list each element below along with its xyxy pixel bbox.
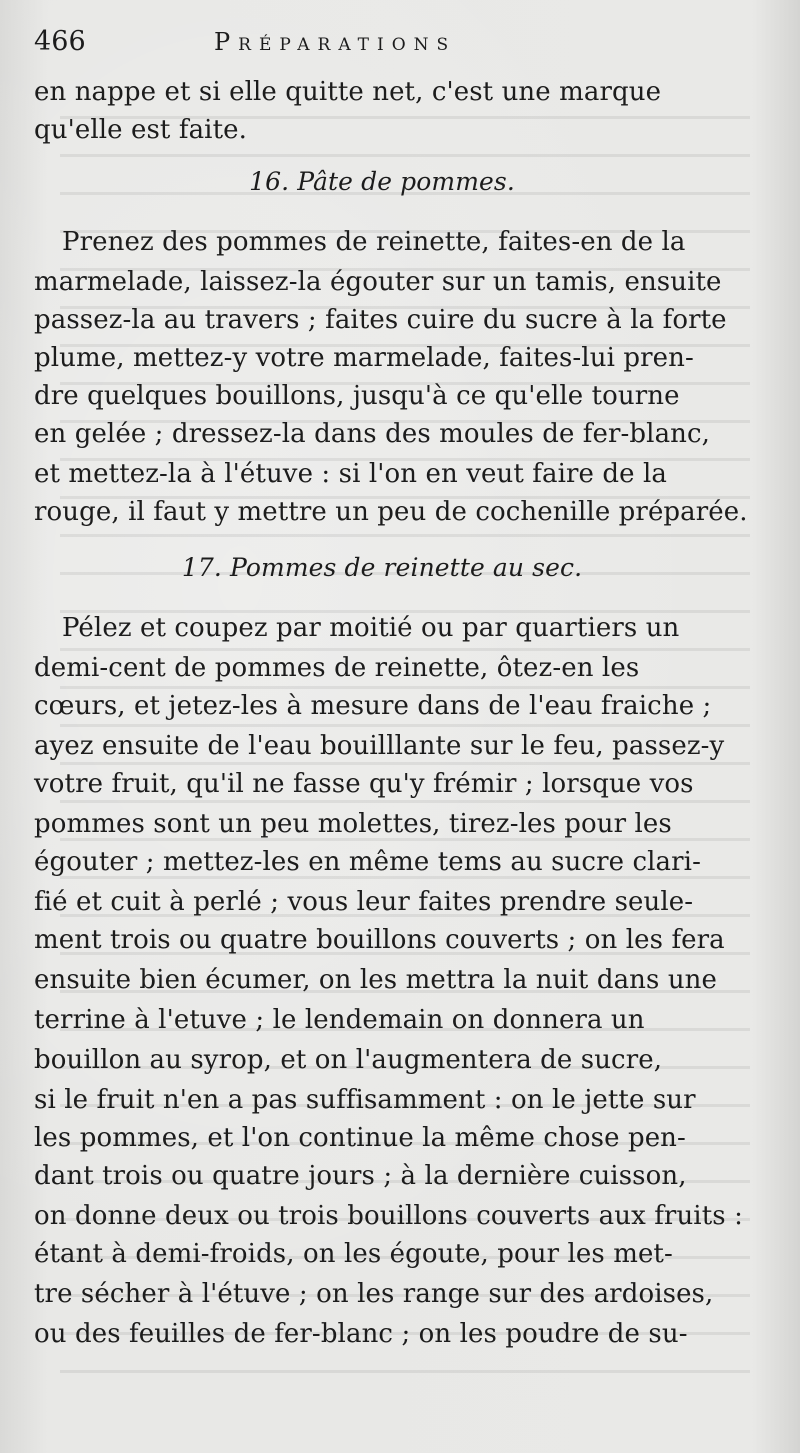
text-line: marmelade, laissez-la égouter sur un tamis, ensuite: [34, 267, 722, 297]
text-line: Prenez des pommes de reinette, faites-en de la: [62, 227, 686, 257]
text-line: terrine à l'etuve ; le lendemain on donnera un: [34, 1005, 645, 1035]
text-line: ou des feuilles de fer-blanc ; on les poudre de su-: [34, 1319, 688, 1349]
text-line: et mettez-la à l'étuve : si l'on en veut faire de la: [34, 459, 667, 489]
text-line: pommes sont un peu molettes, tirez-les pour les: [34, 809, 672, 839]
text-line: passez-la au travers ; faites cuire du sucre à la forte: [34, 305, 727, 335]
text-line: rouge, il faut y mettre un peu de cochenille préparée.: [34, 497, 748, 527]
text-line: en gelée ; dressez-la dans des moules de fer-blanc,: [34, 419, 711, 449]
text-line: votre fruit, qu'il ne fasse qu'y frémir ; lorsque vos: [34, 769, 694, 799]
section-heading: 17. Pommes de reinette au sec.: [181, 553, 583, 582]
text-line: cœurs, et jetez-les à mesure dans de l'eau fraiche ;: [34, 691, 712, 721]
text-line: qu'elle est faite.: [34, 115, 247, 145]
text-line: ensuite bien écumer, on les mettra la nuit dans une: [34, 965, 718, 995]
page-number: 466: [34, 26, 86, 57]
text-line: en nappe et si elle quitte net, c'est une marque: [34, 77, 662, 107]
text-line: bouillon au syrop, et on l'augmentera de sucre,: [34, 1045, 663, 1075]
section-heading: 16. Pâte de pommes.: [249, 167, 515, 196]
page-header: [34, 22, 730, 62]
running-head: Préparations: [214, 28, 457, 56]
text-line: dre quelques bouillons, jusqu'à ce qu'elle tourne: [34, 381, 680, 411]
text-line: plume, mettez-y votre marmelade, faites-lui pren-: [34, 343, 694, 373]
text-line: si le fruit n'en a pas suffisamment : on le jette sur: [34, 1085, 696, 1115]
text-line: fié et cuit à perlé ; vous leur faites prendre seule-: [34, 887, 694, 917]
text-line: on donne deux ou trois bouillons couverts aux fruits :: [34, 1201, 743, 1231]
text-line: égouter ; mettez-les en même tems au sucre clari-: [34, 847, 701, 877]
text-line: ment trois ou quatre bouillons couverts ; on les fera: [34, 925, 725, 955]
text-line: Pélez et coupez par moitié ou par quartiers un: [62, 613, 680, 643]
text-line: étant à demi-froids, on les égoute, pour les met-: [34, 1239, 673, 1269]
text-line: demi-cent de pommes de reinette, ôtez-en les: [34, 653, 640, 683]
text-line: tre sécher à l'étuve ; on les range sur des ardoises,: [34, 1279, 714, 1309]
text-line: dant trois ou quatre jours ; à la dernière cuisson,: [34, 1161, 687, 1191]
text-line: ayez ensuite de l'eau bouilllante sur le feu, passez-y: [34, 731, 725, 761]
text-line: les pommes, et l'on continue la même chose pen-: [34, 1123, 686, 1153]
